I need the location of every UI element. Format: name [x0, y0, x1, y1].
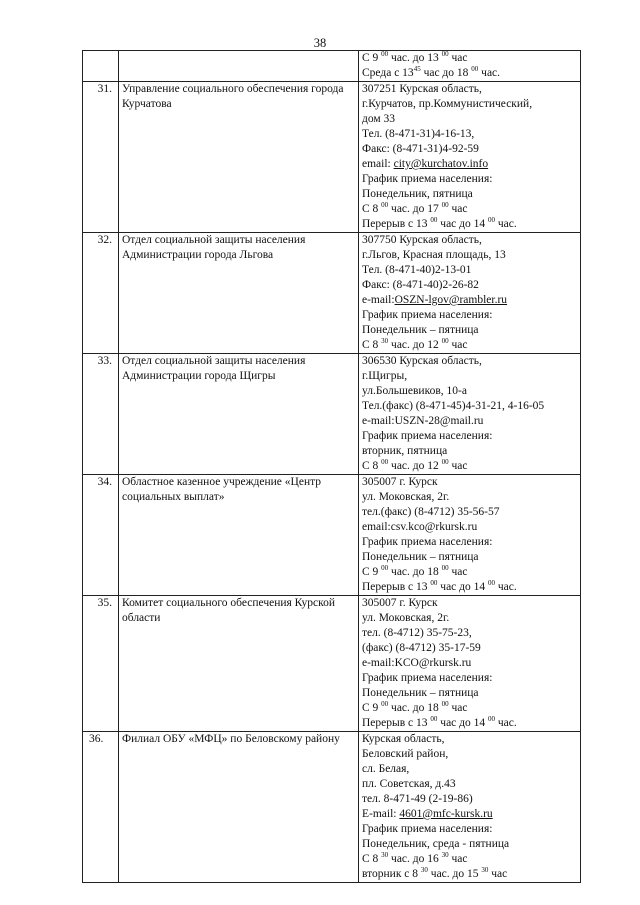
- contact-line: [362, 822, 577, 837]
- contact-text: час. до 18: [388, 702, 442, 714]
- contact-line: [362, 459, 577, 474]
- contact-text: Понедельник, пятница: [362, 188, 473, 200]
- institution-name-cell: Отдел социальной защиты населения Администрации города Щигры: [119, 354, 359, 475]
- table-row: [83, 596, 581, 732]
- contact-line: [362, 354, 577, 369]
- contact-text: email:: [362, 158, 394, 170]
- superscript-minutes: 00: [471, 65, 479, 73]
- contact-text: График приема населения:: [362, 309, 493, 321]
- contact-text: С 8: [362, 203, 382, 215]
- contact-text: Понедельник – пятница: [362, 551, 479, 563]
- superscript-minutes: 00: [381, 700, 389, 708]
- contact-text: час. до 16: [388, 853, 442, 865]
- contact-text: График приема населения:: [362, 823, 493, 835]
- contact-text: С 9: [362, 52, 382, 64]
- contact-text: Перерыв с 13: [362, 717, 431, 729]
- contact-line: [362, 807, 577, 822]
- superscript-minutes: 00: [381, 458, 389, 466]
- contact-text: Факс: (8-471-40)2-26-82: [362, 279, 479, 291]
- contact-text: Понедельник, среда - пятница: [362, 838, 510, 850]
- contact-line: [362, 716, 577, 731]
- contact-line: [362, 475, 577, 490]
- contact-line: [362, 550, 577, 565]
- contact-text: час до 18: [420, 67, 472, 79]
- superscript-minutes: 00: [441, 50, 449, 58]
- superscript-minutes: 00: [430, 216, 438, 224]
- contact-line: [362, 202, 577, 217]
- contact-line: [362, 187, 577, 202]
- contact-line: [362, 369, 577, 384]
- contact-text: 306530 Курская область,: [362, 355, 482, 367]
- contact-text: час. до 13: [388, 52, 442, 64]
- contact-line: [362, 127, 577, 142]
- email-link[interactable]: OSZN-lgov@rambler.ru: [394, 294, 508, 306]
- contact-text: час.: [495, 717, 517, 729]
- superscript-minutes: 00: [488, 715, 495, 723]
- contact-line: [362, 248, 577, 263]
- contact-line: [362, 444, 577, 459]
- contact-line: [362, 490, 577, 505]
- superscript-minutes: 00: [381, 201, 389, 209]
- contact-text: час: [448, 853, 468, 865]
- contact-text: ул.Большевиков, 10-а: [362, 385, 467, 397]
- contact-text: График приема населения:: [362, 173, 493, 185]
- contact-line: [362, 66, 577, 81]
- contact-text: (факс) (8-4712) 35-17-59: [362, 642, 481, 654]
- contact-line: [362, 157, 577, 172]
- contact-info-cell: [359, 596, 581, 732]
- superscript-minutes: 30: [481, 866, 489, 874]
- row-number-cell: 35.: [83, 596, 119, 732]
- contact-line: [362, 671, 577, 686]
- contact-text: час: [448, 702, 468, 714]
- superscript-minutes: 30: [381, 337, 389, 345]
- contact-text: вторник, пятница: [362, 445, 448, 457]
- table-row: [83, 475, 581, 596]
- contact-text: тел. 8-471-49 (2-19-86): [362, 793, 473, 805]
- contact-text: час: [448, 460, 468, 472]
- contact-line: [362, 51, 577, 66]
- contact-text: дом 33: [362, 113, 396, 125]
- contact-text: тел. (8-4712) 35-75-23,: [362, 627, 472, 639]
- contact-text: час: [488, 868, 508, 880]
- contact-line: [362, 837, 577, 852]
- contact-line: [362, 520, 577, 535]
- contact-line: [362, 701, 577, 716]
- contact-text: час: [448, 203, 468, 215]
- row-number-cell: 34.: [83, 475, 119, 596]
- contact-line: [362, 263, 577, 278]
- contact-text: С 9: [362, 702, 382, 714]
- contact-line: [362, 82, 577, 97]
- contact-info-cell: [359, 51, 581, 82]
- contact-line: [362, 777, 577, 792]
- superscript-minutes: 00: [441, 564, 449, 572]
- contact-text: час. до 15: [427, 868, 482, 880]
- contact-text: email:csv.kco@rkursk.ru: [362, 521, 478, 533]
- contact-line: [362, 505, 577, 520]
- superscript-minutes: 00: [441, 458, 449, 466]
- contact-text: час. до 17: [388, 203, 442, 215]
- table-body: [83, 51, 581, 883]
- contact-text: С 8: [362, 853, 382, 865]
- superscript-minutes: 00: [430, 579, 438, 587]
- contact-line: [362, 732, 577, 747]
- contact-text: e-mail:KCO@rkursk.ru: [362, 657, 472, 669]
- contact-text: График приема населения:: [362, 430, 493, 442]
- contact-line: [362, 217, 577, 232]
- contact-text: Курская область,: [362, 733, 445, 745]
- contact-text: тел.(факс) (8-4712) 35-56-57: [362, 506, 500, 518]
- superscript-minutes: 00: [381, 50, 389, 58]
- superscript-minutes: 00: [441, 337, 449, 345]
- superscript-minutes: 00: [441, 700, 449, 708]
- contact-text: 305007 г. Курск: [362, 476, 438, 488]
- contact-text: Перерыв с 13: [362, 581, 431, 593]
- email-link[interactable]: 4601@mfc-kursk.ru: [399, 808, 493, 820]
- contact-text: График приема населения:: [362, 536, 493, 548]
- contact-text: Перерыв с 13: [362, 218, 431, 230]
- table-row: [83, 354, 581, 475]
- contact-text: 307750 Курская область,: [362, 234, 482, 246]
- contact-text: С 8: [362, 339, 382, 351]
- contact-line: [362, 611, 577, 626]
- contact-line: [362, 278, 577, 293]
- contact-text: e-mail:: [362, 294, 395, 306]
- email-link[interactable]: city@kurchatov.info: [393, 158, 489, 170]
- institution-name-cell: Филиал ОБУ «МФЦ» по Беловскому району: [119, 732, 359, 883]
- contact-text: 307251 Курская область,: [362, 83, 482, 95]
- contact-info-cell: [359, 233, 581, 354]
- contact-line: [362, 172, 577, 187]
- contact-text: час.: [495, 218, 517, 230]
- contact-text: e-mail:USZN-28@mail.ru: [362, 415, 484, 427]
- contact-info-cell: [359, 475, 581, 596]
- contact-text: час: [448, 339, 468, 351]
- contact-text: час. до 12: [388, 460, 442, 472]
- contact-line: [362, 626, 577, 641]
- contact-line: [362, 338, 577, 353]
- table-row: [83, 233, 581, 354]
- contact-text: г.Курчатов, пр.Коммунистический,: [362, 98, 533, 110]
- contact-line: [362, 233, 577, 248]
- contact-text: г.Льгов, Красная площадь, 13: [362, 249, 506, 261]
- contact-line: [362, 293, 577, 308]
- contact-text: час. до 18: [388, 566, 442, 578]
- contact-line: [362, 384, 577, 399]
- contact-text: час. до 12: [388, 339, 442, 351]
- contact-text: С 8: [362, 460, 382, 472]
- institutions-table: [82, 50, 581, 883]
- contact-line: [362, 596, 577, 611]
- contact-line: [362, 535, 577, 550]
- row-number-cell: 32.: [83, 233, 119, 354]
- institution-name-cell: Комитет социального обеспечения Курской области: [119, 596, 359, 732]
- contact-text: Тел. (8-471-31)4-16-13,: [362, 128, 475, 140]
- institution-name-cell: [119, 51, 359, 82]
- contact-line: [362, 112, 577, 127]
- contact-line: [362, 656, 577, 671]
- contact-text: С 9: [362, 566, 382, 578]
- institution-name-cell: Управление социального обеспечения города Курчатова: [119, 82, 359, 233]
- contact-text: Среда с 13: [362, 67, 414, 79]
- page-number: 38: [313, 36, 327, 50]
- table-row-continuation: [83, 51, 581, 82]
- superscript-minutes: 00: [488, 216, 495, 224]
- contact-line: [362, 565, 577, 580]
- contact-line: [362, 762, 577, 777]
- contact-text: Тел.(факс) (8-471-45)4-31-21, 4-16-05: [362, 400, 545, 412]
- contact-text: пл. Советская, д.43: [362, 778, 456, 790]
- contact-line: [362, 747, 577, 762]
- contact-text: час.: [495, 581, 517, 593]
- row-number-cell: 33.: [83, 354, 119, 475]
- contact-text: час.: [478, 67, 501, 79]
- superscript-minutes: 30: [381, 851, 389, 859]
- contact-text: сл. Белая,: [362, 763, 410, 775]
- row-number-cell: 31.: [83, 82, 119, 233]
- contact-line: [362, 414, 577, 429]
- contact-line: [362, 792, 577, 807]
- institution-name-cell: Областное казенное учреждение «Центр социальных выплат»: [119, 475, 359, 596]
- contact-text: час до 14: [437, 218, 488, 230]
- contact-text: вторник с 8: [362, 868, 421, 880]
- contact-line: [362, 867, 577, 882]
- contact-line: [362, 308, 577, 323]
- contact-line: [362, 97, 577, 112]
- contact-text: г.Щигры,: [362, 370, 408, 382]
- superscript-minutes: 00: [488, 579, 495, 587]
- contact-line: [362, 399, 577, 414]
- superscript-minutes: 00: [381, 564, 389, 572]
- contact-info-cell: [359, 354, 581, 475]
- contact-info-cell: [359, 732, 581, 883]
- contact-text: час до 14: [437, 581, 488, 593]
- contact-text: Беловский район,: [362, 748, 449, 760]
- contact-text: ул. Моковская, 2г.: [362, 491, 450, 503]
- superscript-minutes: 00: [430, 715, 438, 723]
- superscript-minutes: 30: [441, 851, 449, 859]
- contact-line: [362, 323, 577, 338]
- contact-info-cell: [359, 82, 581, 233]
- contact-text: E-mail:: [362, 808, 400, 820]
- contact-line: [362, 580, 577, 595]
- contact-line: [362, 641, 577, 656]
- contact-text: Понедельник – пятница: [362, 687, 479, 699]
- contact-text: Понедельник – пятница: [362, 324, 479, 336]
- superscript-minutes: 45: [413, 65, 421, 73]
- contact-text: час до 14: [437, 717, 488, 729]
- table-row: [83, 82, 581, 233]
- contact-line: [362, 686, 577, 701]
- institution-name-cell: Отдел социальной защиты населения Администрации города Льгова: [119, 233, 359, 354]
- superscript-minutes: 30: [420, 866, 428, 874]
- contact-text: ул. Моковская, 2г.: [362, 612, 450, 624]
- contact-text: Тел. (8-471-40)2-13-01: [362, 264, 472, 276]
- superscript-minutes: 00: [441, 201, 449, 209]
- row-number-cell: 36.: [83, 732, 119, 883]
- contact-text: 305007 г. Курск: [362, 597, 438, 609]
- contact-line: [362, 142, 577, 157]
- contact-line: [362, 852, 577, 867]
- contact-text: час: [448, 52, 468, 64]
- contact-text: час: [448, 566, 468, 578]
- table-row: [83, 732, 581, 883]
- contact-text: Факс: (8-471-31)4-92-59: [362, 143, 479, 155]
- contact-line: [362, 429, 577, 444]
- contact-text: График приема населения:: [362, 672, 493, 684]
- row-number-cell: [83, 51, 119, 82]
